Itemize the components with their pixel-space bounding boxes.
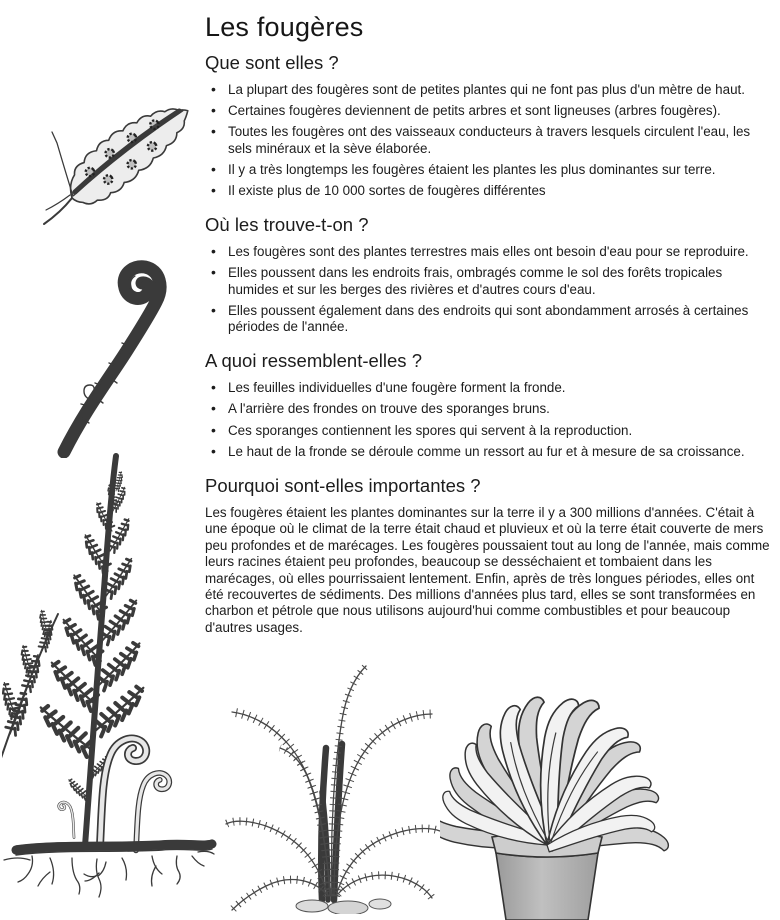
roots	[18, 856, 204, 897]
rocks	[296, 899, 391, 914]
corner-frond	[2, 609, 63, 761]
bullet-item: • Il existe plus de 10 000 sortes de fougères différentes	[205, 183, 772, 199]
bullet-list	[205, 244, 772, 335]
pinna-leaf	[56, 89, 201, 215]
bullet-item: • Elles poussent également dans des endroits qui sont abondamment arrosés à certaines périodes de l'année.	[205, 303, 772, 335]
fern-plant-illustration	[2, 446, 220, 916]
section-paragraph: Les fougères étaient les plantes dominantes sur la terre il y a 300 millions d'années. C'était à une époque où le climat de la terre était chaud et pluvieux et où la terre était couverte de mers peu profondes et de marécages. Les fougères poussaient tout au long de l'année, mais comme leurs racines étaient peu profondes, beaucoup se desséchaient et tombaient dans les marécages, où elles pourrissaient lentement. Enfin, après de très longues périodes, elles ont été recouvertes de sédiments. Des millions d'années plus tard, elles se sont transformées en charbon et pétrole que nous utilisons aujourd'hui comme combustibles et pour beaucoup d'autres usages.	[205, 505, 770, 635]
section-why-important	[205, 475, 772, 636]
bullet-list	[205, 82, 772, 199]
bullet-item: • Le haut de la fronde se déroule comme un ressort au fur et à mesure de sa croissance.	[205, 444, 772, 460]
section-what-are-they	[205, 52, 772, 199]
fiddlehead-illustration	[56, 240, 204, 458]
bullet-item: • Il y a très longtemps les fougères étaient les plantes les plus dominantes sur terre.	[205, 162, 772, 178]
bullet-item: • Ces sporanges contiennent les spores qui servent à la reproduction.	[205, 423, 772, 439]
bullet-item: • Les fougères sont des plantes terrestres mais elles ont besoin d'eau pour se reproduire.	[205, 244, 772, 260]
feathery-fern-illustration	[222, 648, 447, 914]
bullet-item: • Certaines fougères deviennent de petits arbres et sont ligneuses (arbres fougères).	[205, 103, 772, 119]
section-what-they-look-like	[205, 350, 772, 460]
rhizome	[4, 840, 214, 860]
section-heading: Que sont elles ?	[205, 52, 339, 73]
document-text-column	[205, 12, 772, 636]
bullet-item: • Toutes les fougères ont des vaisseaux conducteurs à travers lesquels circulent l'eau, les sels minéraux et la sève élaborée.	[205, 124, 772, 156]
bullet-list	[205, 380, 772, 460]
bullet-item: • Les feuilles individuelles d'une fougère forment la fronde.	[205, 380, 772, 396]
bullet-item: • Elles poussent dans les endroits frais, ombragés comme le sol des forêts tropicales humides et sur les berges des rivières et d'autres cours d'eau.	[205, 265, 772, 297]
section-where-found	[205, 214, 772, 335]
section-heading: Où les trouve-t-on ?	[205, 214, 369, 236]
page-title: Les fougères	[205, 12, 364, 42]
crozier-curl	[64, 267, 160, 452]
section-heading: A quoi ressemblent-elles ?	[205, 350, 422, 372]
bullet-item: • La plupart des fougères sont de petites plantes qui ne font pas plus d'un mètre de haut.	[205, 82, 772, 98]
fern-pinna-with-sori-illustration	[38, 46, 210, 238]
main-frond	[30, 456, 154, 846]
section-heading: Pourquoi sont-elles importantes ?	[205, 475, 481, 497]
bullet-item: • A l'arrière des frondes on trouve des sporanges bruns.	[205, 401, 772, 417]
base-croziers	[59, 738, 170, 850]
pinna-stem	[44, 132, 73, 224]
potted-fern-illustration	[440, 685, 735, 920]
